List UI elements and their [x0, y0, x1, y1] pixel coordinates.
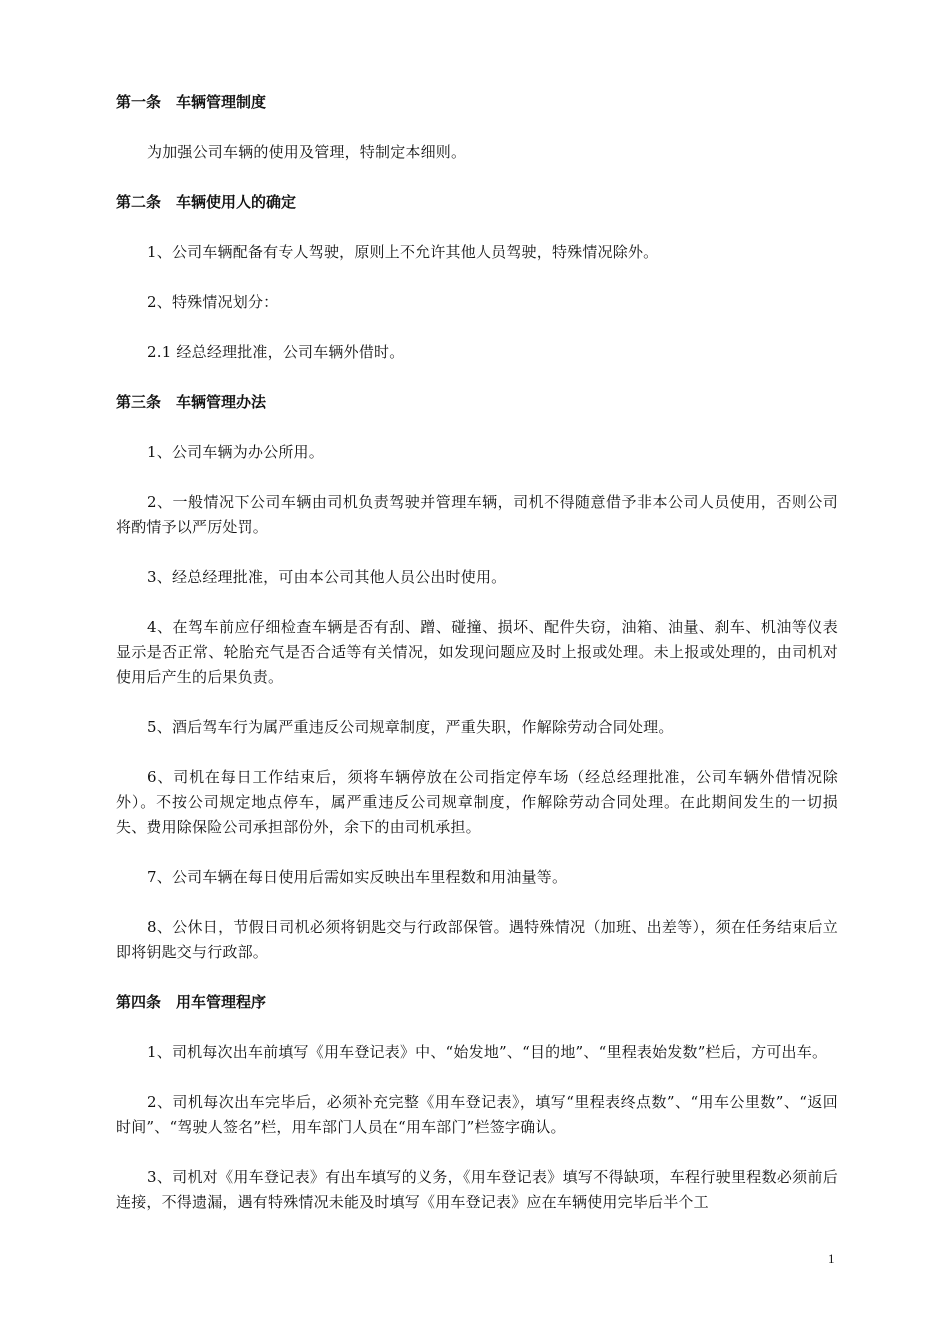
document-body: [116, 90, 838, 1215]
paragraph: 2、一般情况下公司车辆由司机负责驾驶并管理车辆，司机不得随意借予非本公司人员使用，否则公司将酌情予以严厉处罚。: [116, 493, 838, 536]
paragraph: 6、司机在每日工作结束后，须将车辆停放在公司指定停车场（经总经理批准，公司车辆外借情况除外）。不按公司规定地点停车，属严重违反公司规章制度，作解除劳动合同处理。在此期间发生的一切损失、费用除保险公司承担部份外，余下的由司机承担。: [116, 768, 838, 836]
section-heading: 第二条 车辆使用人的确定: [116, 193, 297, 211]
section-heading: 第一条 车辆管理制度: [116, 93, 267, 111]
page-number: 1: [828, 1251, 835, 1266]
paragraph: 5、酒后驾车行为属严重违反公司规章制度，严重失职，作解除劳动合同处理。: [147, 718, 674, 736]
paragraph: 2.1 经总经理批准，公司车辆外借时。: [147, 343, 405, 361]
paragraph: 7、公司车辆在每日使用后需如实反映出车里程数和用油量等。: [147, 868, 568, 886]
paragraph: 1、公司车辆配备有专人驾驶，原则上不允许其他人员驾驶，特殊情况除外。: [147, 243, 659, 261]
paragraph: 1、公司车辆为办公所用。: [147, 443, 324, 461]
paragraph: 2、司机每次出车完毕后，必须补充完整《用车登记表》，填写“里程表终点数”、“用车公里数”、“返回时间”、“驾驶人签名”栏，用车部门人员在“用车部门”栏签字确认。: [116, 1093, 838, 1136]
paragraph: 为加强公司车辆的使用及管理，特制定本细则。: [147, 143, 467, 161]
paragraph: 1、司机每次出车前填写《用车登记表》中、“始发地”、“目的地”、“里程表始发数”栏后，方可出车。: [147, 1043, 828, 1061]
paragraph: 2、特殊情况划分：: [147, 293, 279, 311]
paragraph: 3、经总经理批准，可由本公司其他人员公出时使用。: [147, 568, 507, 586]
paragraph: 8、公休日，节假日司机必须将钥匙交与行政部保管。遇特殊情况（加班、出差等），须在任务结束后立即将钥匙交与行政部。: [116, 918, 838, 961]
paragraph: 3、司机对《用车登记表》有出车填写的义务，《用车登记表》填写不得缺项，车程行驶里程数必须前后连接，不得遗漏，遇有特殊情况未能及时填写《用车登记表》应在车辆使用完毕后半个工: [116, 1168, 838, 1211]
section-heading: 第四条 用车管理程序: [116, 993, 267, 1011]
paragraph: 4、在驾车前应仔细检查车辆是否有刮、蹭、碰撞、损坏、配件失窃，油箱、油量、刹车、机油等仪表显示是否正常、轮胎充气是否合适等有关情况，如发现问题应及时上报或处理。未上报或处理的，由司机对使用后产生的后果负责。: [116, 618, 838, 686]
section-heading: 第三条 车辆管理办法: [116, 393, 267, 411]
